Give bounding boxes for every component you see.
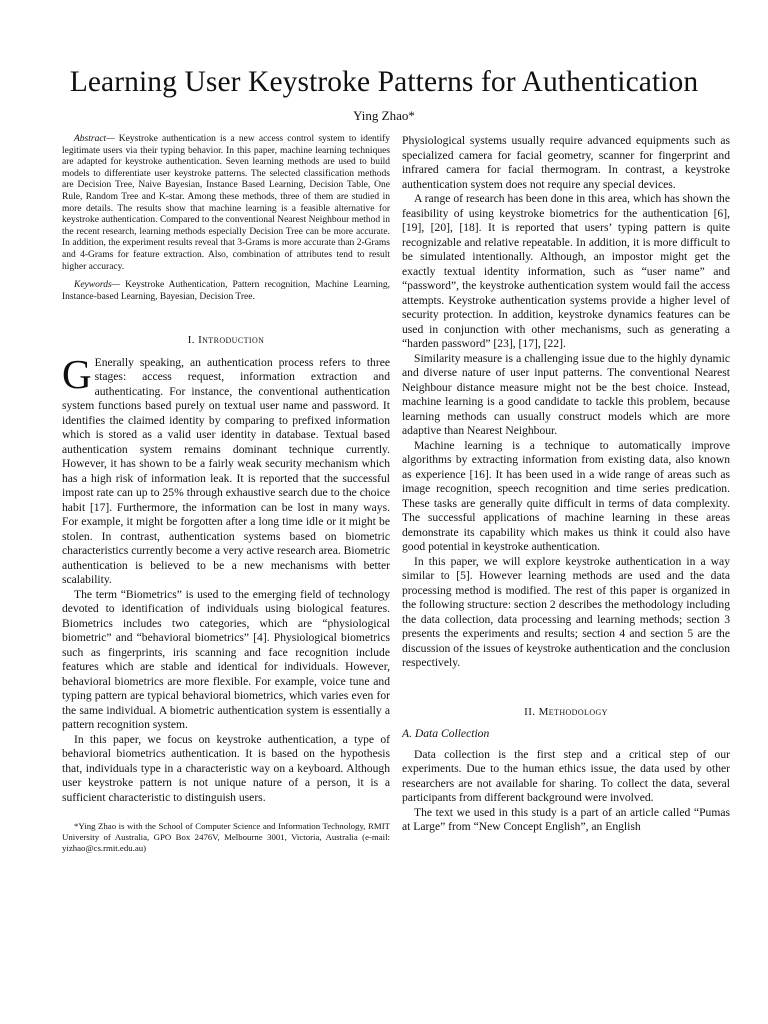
keywords-text: Keystroke Authentication, Pattern recognition, Machine Learning, Instance-based Learning, Bayesian, Decision Tree. bbox=[62, 280, 390, 302]
abstract-label: Abstract— bbox=[74, 134, 115, 144]
intro-paragraph-1 bbox=[62, 350, 390, 588]
section-number: II. bbox=[524, 705, 539, 718]
right-paragraph-2: A range of research has been done in this area, which has shown the feasibility of using keystroke biometrics for the authentication [6], [19], [20], [18]. It is reported that users’ typing pattern is quite recognizable and relative repeatable. In addition, it is more difficult to be simulated intentionally. Although, an impostor might get the exactly textual identity information, such as “user name” and “password”, the keystroke authentication system would fail the access attempts. Keystroke authentication systems provide a higher level of security protection. In addition, keystroke dynamics features can be used in conjunction with other mechanisms, such as generating a “harden password” [23], [17], [22]. bbox=[402, 192, 730, 350]
abstract-text: Keystroke authentication is a new access control system to identify legitimate users via their typing behavior. In this paper, machine learning techniques are adapted for keystroke authentication. Seven learning methods are used to build models to differentiate user keystroke patterns. The selected classification methods are Decision Tree, Naive Bayesian, Instance Based Learning, Decision Table, One Rule, Random Tree and K-star. Among these methods, three of them are studied in more details. The results show that machine learning is a feasible alternative for keystroke authentication. Compared to the conventional Nearest Neighbour method in the recent research, learning methods especially Decision Tree can be more accurate. In addition, the experiment results reveal that 3-Grams is more accurate than 2-Grams and 4-Grams for feature extraction. Also, combination of attributes tend to result higher accuracy. bbox=[62, 134, 390, 272]
paper-title: Learning User Keystroke Patterns for Authentication bbox=[69, 66, 699, 98]
intro-paragraph-1-text: Enerally speaking, an authentication process refers to three stages: access request, information extraction and authenticating. For instance, the conventional authentication system functions based purely on textual user name and password. It identifies the claimed identity by comparing to prefixed information which is stored as a valid user identity in database. Textual based authentication system remains dominant technique currently. However, it has shown to be a fairly weak security mechanism which has a high risk of information leak. It is reported that the successful impost rate can up to 25% through exhaustive search due to the choice habit [17]. Furthermore, the information can be lost in many ways. For example, it might be forgotten after a long time idle or it might be stolen. In contrast, authentication systems based on biometric characteristics currently become a very active research area. Biometric authentication is believed to be a new mechanisms with better scalability. bbox=[62, 355, 390, 587]
section-number: I. bbox=[187, 334, 199, 347]
keywords-label: Keywords— bbox=[74, 280, 121, 291]
right-paragraph-4: Machine learning is a technique to automatically improve algorithms by extracting information from existing data, also known as experience [16]. It has been used in a wide range of areas such as image recognition, speech recognition and time series predication. These tasks are generally quite difficult in terms of data complexity. The successful applications of machine learning in these areas demonstrate its capability which makes us think it could also have good potential in keystroke authentication. bbox=[402, 438, 730, 553]
intro-paragraph-3: In this paper, we focus on keystroke authentication, a type of behavioral biometrics authentication. It is based on the hypothesis that, individuals type in a characteristic way on a keyboard. Although user keystroke pattern is not unique nature of a person, it is a sufficient characteristic to distinguish users. bbox=[62, 732, 390, 804]
right-paragraph-5: In this paper, we will explore keystroke authentication in a way similar to [5]. However learning methods are used and the data processing method is modified. The rest of this paper is organized in the following structure: section 2 describes the methodology including the data collection, data processing and learning methods; section 3 presents the experiments and results; section 4 and section 5 are the discussion of the issues of keystroke authentication and the conclusion respectively. bbox=[402, 554, 730, 669]
keywords bbox=[62, 280, 390, 303]
drop-cap: G bbox=[62, 350, 92, 397]
author-line: Ying Zhao* bbox=[353, 108, 415, 123]
section-heading-methodology bbox=[402, 705, 730, 720]
right-column bbox=[402, 134, 730, 835]
section-title: Methodology bbox=[538, 705, 608, 718]
methodology-paragraph-2: The text we used in this study is a part of an article called “Pumas at Large” from “New Concept English”, an English bbox=[402, 805, 730, 833]
author-footnote: *Ying Zhao is with the School of Computer Science and Information Technology, RMIT University of Australia, GPO Box 2476V, Melbourne 3001, Victoria, Australia (e-mail: yizhao@cs.rmit.edu.au) bbox=[62, 821, 390, 853]
section-heading-introduction bbox=[62, 333, 390, 348]
intro-paragraph-2: The term “Biometrics” is used to the emerging field of technology devoted to identification of individuals using biological features. Biometrics includes two categories, which are “physiological biometric” and “behavioral biometrics” [4]. Physiological biometrics such as fingerprints, iris scanning and face recognition include features which are stable and identical for individuals. However, behavioral biometrics are more flexible. For example, voice tune and typing pattern are typical behavioral biometrics, which varies even for the same individual. A biometric authentication system is essentially a pattern recognition system. bbox=[62, 587, 390, 732]
abstract bbox=[62, 134, 390, 273]
section-title: Introduction bbox=[198, 334, 265, 347]
right-paragraph-3: Similarity measure is a challenging issue due to the highly dynamic and diverse nature of user input patterns. The conventional Nearest Neighbour distance measure might not be the best choice. Instead, machine learning is a good candidate to tackle this problem, because learning methods can usually construct models which are more adaptive than Nearest Neighbour. bbox=[402, 351, 730, 437]
methodology-paragraph-1: Data collection is the first step and a critical step of our experiments. Due to the human ethics issue, the data used by other researchers are not available for sharing. To collect the data, several participants from different background were involved. bbox=[402, 747, 730, 804]
left-column bbox=[62, 134, 390, 854]
subsection-heading-data-collection: A. Data Collection bbox=[402, 727, 490, 740]
right-paragraph-1: Physiological systems usually require advanced equipments such as specialized camera for facial geometry, scanner for fingerprint and infrared camera for facial thermogram. In contrast, a keystroke authentication system does not require any special devices. bbox=[402, 134, 730, 191]
